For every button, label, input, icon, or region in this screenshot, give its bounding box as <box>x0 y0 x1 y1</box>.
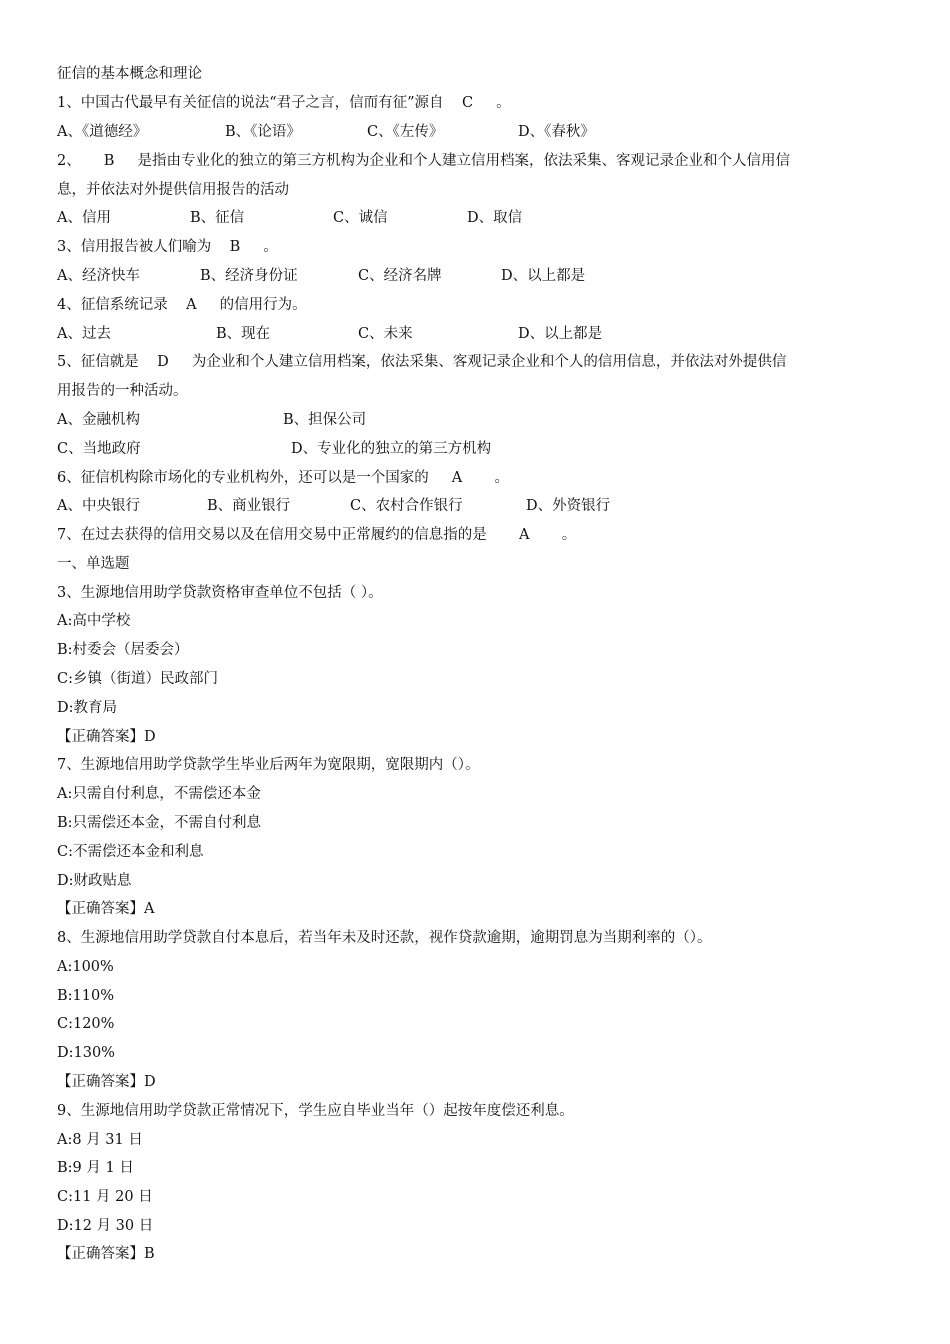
q4-option-b: B、现在 <box>216 326 271 342</box>
single-choice-3: 3、生源地信用助学贷款资格审查单位不包括（ ）。 <box>57 585 383 601</box>
q5-option-b: B、担保公司 <box>283 412 367 428</box>
q6-option-b: B、商业银行 <box>207 498 291 514</box>
section-heading: 一、单选题 <box>57 556 130 572</box>
s3-option-d: D:教育局 <box>57 700 118 716</box>
q4-option-a: A、过去 <box>57 326 111 342</box>
s9-option-a: A:8 月 31 日 <box>57 1132 143 1148</box>
document-title: 征信的基本概念和理论 <box>57 66 202 82</box>
s8-option-c: C:120% <box>57 1016 115 1032</box>
q5-option-d: D、专业化的独立的第三方机构 <box>291 441 492 457</box>
q4-option-c: C、未来 <box>358 326 413 342</box>
q1-option-c: C、《左传》 <box>367 124 444 140</box>
s7-answer: 【正确答案】A <box>57 901 155 917</box>
q2-option-c: C、诚信 <box>333 210 388 226</box>
s7-option-d: D:财政贴息 <box>57 873 132 889</box>
single-choice-9: 9、生源地信用助学贷款正常情况下，学生应自毕业当年（）起按年度偿还利息。 <box>57 1103 574 1119</box>
s9-option-d: D:12 月 30 日 <box>57 1218 154 1234</box>
q4-option-d: D、以上都是 <box>518 326 603 342</box>
q2-option-b: B、征信 <box>190 210 245 226</box>
single-choice-7: 7、生源地信用助学贷款学生毕业后两年为宽限期，宽限期内（）。 <box>57 757 480 773</box>
question-3: 3、信用报告被人们喻为 B 。 <box>57 239 278 255</box>
q1-option-a: A、《道德经》 <box>57 124 148 140</box>
question-5-line-2: 用报告的一种活动。 <box>57 383 188 399</box>
s7-option-c: C:不需偿还本金和利息 <box>57 844 204 860</box>
s3-option-c: C:乡镇（街道）民政部门 <box>57 671 218 687</box>
s8-option-b: B:110% <box>57 988 114 1004</box>
q3-option-d: D、以上都是 <box>501 268 586 284</box>
q5-option-a: A、金融机构 <box>57 412 140 428</box>
s8-option-d: D:130% <box>57 1045 115 1061</box>
s3-option-b: B:村委会（居委会） <box>57 642 189 658</box>
question-7: 7、在过去获得的信用交易以及在信用交易中正常履约的信息指的是 A 。 <box>57 527 577 543</box>
question-6: 6、征信机构除市场化的专业机构外，还可以是一个国家的 A 。 <box>57 470 510 486</box>
q5-option-c: C、当地政府 <box>57 441 141 457</box>
q1-option-b: B、《论语》 <box>225 124 301 140</box>
s3-option-a: A:高中学校 <box>57 613 131 629</box>
q3-option-c: C、经济名牌 <box>358 268 442 284</box>
q6-option-c: C、农村合作银行 <box>350 498 463 514</box>
s8-option-a: A:100% <box>57 959 114 975</box>
q6-option-d: D、外资银行 <box>526 498 611 514</box>
s7-option-a: A:只需自付利息，不需偿还本金 <box>57 786 261 802</box>
single-choice-8: 8、生源地信用助学贷款自付本息后，若当年未及时还款，视作贷款逾期，逾期罚息为当期利率的（）。 <box>57 930 712 946</box>
question-2-line-2: 息，并依法对外提供信用报告的活动 <box>57 182 289 198</box>
s9-answer: 【正确答案】B <box>57 1246 155 1262</box>
s7-option-b: B:只需偿还本金，不需自付利息 <box>57 815 262 831</box>
question-1: 1、中国古代最早有关征信的说法“君子之言，信而有征”源自 C 。 <box>57 95 511 111</box>
q3-option-a: A、经济快车 <box>57 268 140 284</box>
q2-option-d: D、取信 <box>467 210 523 226</box>
question-5-line-1: 5、征信就是 D 为企业和个人建立信用档案，依法采集、客观记录企业和个人的信用信息，并依法对外提供信 <box>57 354 787 370</box>
question-2-line-1: 2、 B 是指由专业化的独立的第三方机构为企业和个人建立信用档案，依法采集、客观记录企业和个人信用信 <box>57 153 790 169</box>
q3-option-b: B、经济身份证 <box>200 268 298 284</box>
s9-option-b: B:9 月 1 日 <box>57 1160 134 1176</box>
q2-option-a: A、信用 <box>57 210 111 226</box>
question-4: 4、征信系统记录 A 的信用行为。 <box>57 297 307 313</box>
q6-option-a: A、中央银行 <box>57 498 140 514</box>
q1-option-d: D、《春秋》 <box>518 124 595 140</box>
s3-answer: 【正确答案】D <box>57 729 156 745</box>
s9-option-c: C:11 月 20 日 <box>57 1189 153 1205</box>
s8-answer: 【正确答案】D <box>57 1074 156 1090</box>
